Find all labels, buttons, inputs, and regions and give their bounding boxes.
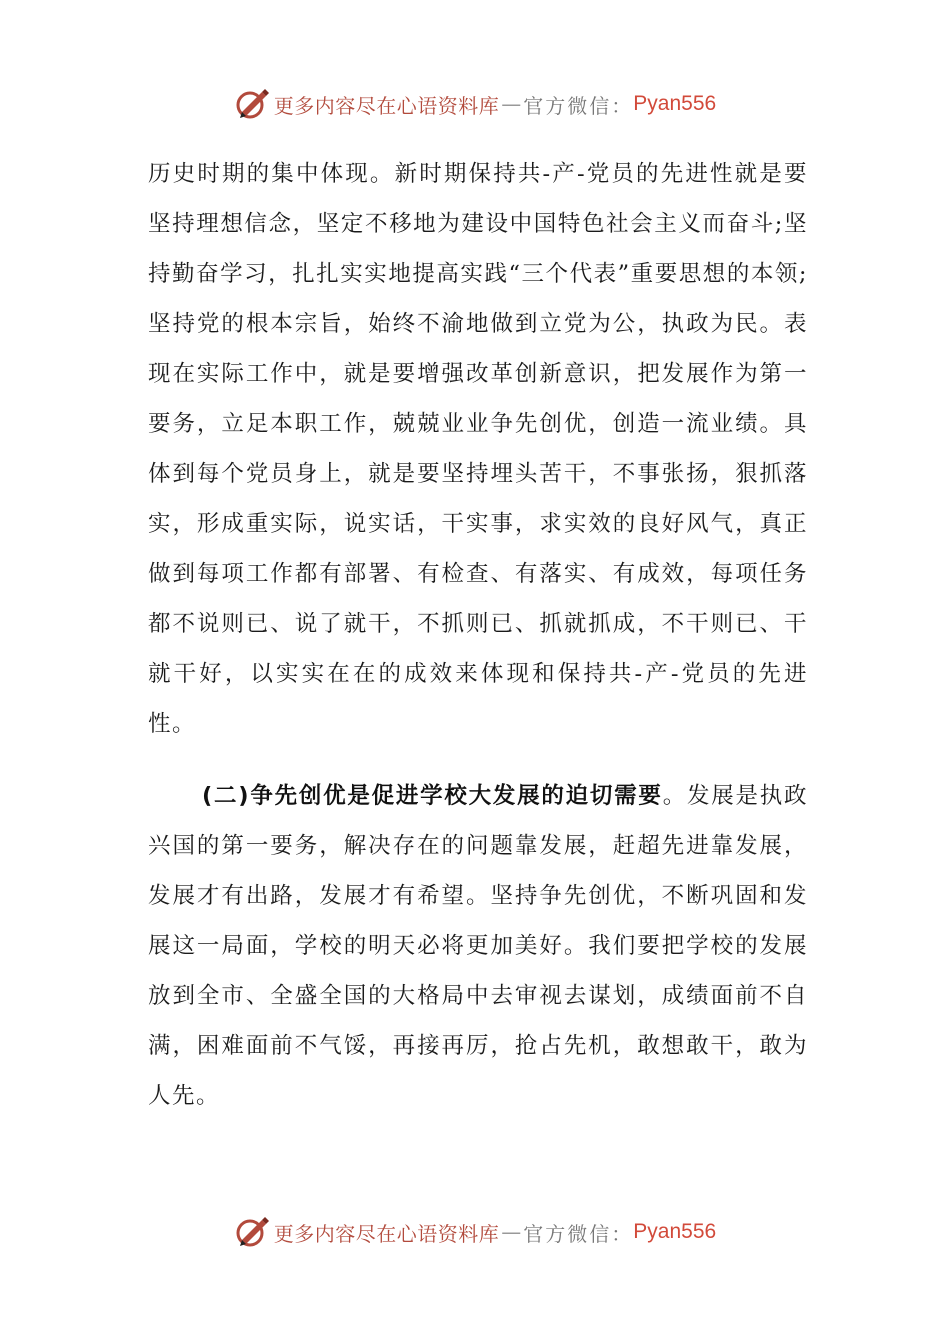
document-body — [148, 149, 808, 1121]
banner-wechat-label: 官方微信： — [523, 93, 634, 118]
paragraph-1: 历史时期的集中体现。新时期保持共-产-党员的先进性就是要坚持理想信念，坚定不移地为建设中国特色社会主义而奋斗;坚持勤奋学习，扎扎实实地提高实践“三个代表”重要思想的本领;坚持党的根本宗旨，始终不渝地做到立党为公，执政为民。表现在实际工作中，就是要增强改革创新意识，把发展作为第一要务，立足本职工作，兢兢业业争先创优，创造一流业绩。具体到每个党员身上，就是要坚持埋头苦干，不事张扬，狠抓落实，形成重实际，说实话，干实事，求实效的良好风气，真正做到每项工作都有部署、有检查、有落实、有成效，每项任务都不说则已、说了就干，不抓则已、抓就抓成，不干则已、干就干好，以实实在在的成效来体现和保持共-产-党员的先进性。 — [148, 161, 808, 737]
paragraph-2 — [148, 771, 808, 1121]
banner-separator: — — [501, 1220, 522, 1244]
banner-wechat-label: 官方微信： — [523, 1221, 634, 1246]
header-banner — [0, 84, 950, 124]
banner-site-text: 更多内容尽在心语资料库 — [273, 93, 500, 118]
banner-wechat-handle: Pyan556 — [633, 92, 717, 115]
pen-logo-icon — [234, 1214, 270, 1250]
footer-banner — [0, 1212, 950, 1252]
paragraph-2-heading: (二)争先创优是促进学校大发展的迫切需要 — [202, 783, 663, 809]
banner-wechat-handle: Pyan556 — [633, 1220, 717, 1243]
banner-site-text: 更多内容尽在心语资料库 — [273, 1221, 500, 1246]
paragraph-2-text: 。发展是执政兴国的第一要务，解决存在的问题靠发展，赶超先进靠发展，发展才有出路，发展才有希望。坚持争先创优，不断巩固和发展这一局面，学校的明天必将更加美好。我们要把学校的发展放到全市、全盛全国的大格局中去审视去谋划，成绩面前不自满，困难面前不气馁，再接再厉，抢占先机，敢想敢干，敢为人先。 — [148, 783, 808, 1109]
banner-separator: — — [501, 92, 522, 116]
pen-logo-icon — [234, 86, 270, 122]
